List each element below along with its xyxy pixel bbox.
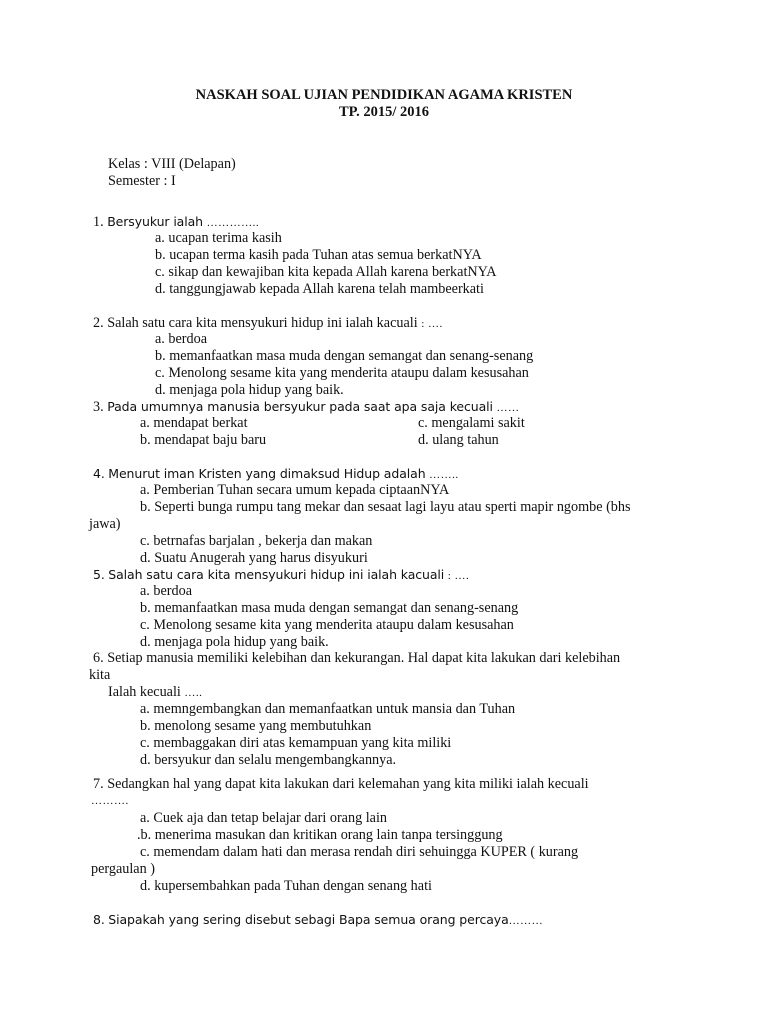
option-d: d. bersyukur dan selalu mengembangkannya.: [140, 752, 397, 768]
question-text: [93, 315, 443, 333]
option-d: d. menjaga pola hidup yang baik.: [140, 634, 329, 650]
option-c: c. sikap dan kewajiban kita kepada Allah karena berkatNYA: [155, 264, 497, 280]
option-a: a. mendapat berkat: [140, 415, 248, 431]
question-prompt: Pada umumnya manusia bersyukur pada saat apa saja kecuali: [107, 399, 493, 414]
document-title: NASKAH SOAL UJIAN PENDIDIKAN AGAMA KRISTEN: [195, 87, 573, 103]
option-a: a. berdoa: [140, 583, 192, 599]
question-text: [93, 650, 620, 667]
answer-blank: : ….: [447, 570, 470, 582]
option-d: d. kupersembahkan pada Tuhan dengan senang hati: [140, 878, 432, 894]
question-prompt: Siapakah yang sering disebut sebagi Bapa semua orang percaya: [108, 912, 509, 927]
question-prompt: Setiap manusia memiliki kelebihan dan kekurangan. Hal dapat kita lakukan dari kelebihan: [107, 650, 621, 666]
option-c: c. membaggakan diri atas kemampuan yang kita miliki: [140, 735, 452, 751]
option-b-continued: jawa): [89, 516, 121, 532]
question-prompt: Menurut iman Kristen yang dimaksud Hidup adalah: [108, 466, 426, 481]
class-info: Kelas : VIII (Delapan): [108, 156, 236, 172]
semester-info: Semester : I: [108, 173, 176, 189]
question-text: [93, 776, 589, 793]
question-number: 6.: [93, 650, 104, 666]
option-d: d. menjaga pola hidup yang baik.: [155, 382, 344, 398]
option-c-continued: pergaulan ): [91, 861, 155, 877]
option-d: d. tanggungjawab kepada Allah karena telah mambeerkati: [155, 281, 484, 297]
option-b: .b. menerima masukan dan kritikan orang lain tanpa tersinggung: [137, 827, 503, 843]
option-d: d. Suatu Anugerah yang harus disyukuri: [140, 550, 368, 566]
document-subtitle: TP. 2015/ 2016: [338, 104, 430, 120]
answer-blank: …………..: [206, 217, 260, 229]
question-prompt: Sedangkan hal yang dapat kita lakukan dari kelemahan yang kita miliki ialah kecuali: [107, 776, 589, 792]
option-b: b. memanfaatkan masa muda dengan semangat dan senang-senang: [140, 600, 519, 616]
option-a: a. Cuek aja dan tetap belajar dari orang lain: [140, 810, 387, 826]
question-number: 1.: [93, 214, 104, 230]
option-c: c. Menolong sesame kita yang menderita ataupu dalam kesusahan: [155, 365, 529, 381]
question-text: [93, 911, 543, 930]
question-number: 7.: [93, 776, 104, 792]
option-d: d. ulang tahun: [418, 432, 499, 448]
answer-blank: …..: [184, 687, 203, 699]
option-c: c. betrnafas barjalan , bekerja dan makan: [140, 533, 373, 549]
option-b: b. Seperti bunga rumpu tang mekar dan sesaat lagi layu atau sperti mapir ngombe (bhs: [140, 499, 631, 515]
option-c: c. mengalami sakit: [418, 415, 525, 431]
option-b: b. memanfaatkan masa muda dengan semangat dan senang-senang: [155, 348, 534, 364]
question-text-continued: kita: [89, 667, 111, 683]
answer-blank: ………: [508, 915, 544, 927]
answer-blank: : ….: [421, 318, 443, 330]
answer-blank: ……: [496, 402, 520, 414]
option-b: b. ucapan terma kasih pada Tuhan atas semua berkatNYA: [155, 247, 482, 263]
question-prompt: Salah satu cara kita mensyukuri hidup ini ialah kacuali: [107, 315, 418, 331]
option-b: b. menolong sesame yang membutuhkan: [140, 718, 372, 734]
question-number: 5.: [93, 567, 105, 582]
option-a: a. Pemberian Tuhan secara umum kepada ciptaanNYA: [140, 482, 450, 498]
option-b: b. mendapat baju baru: [140, 432, 267, 448]
option-c: c. Menolong sesame kita yang menderita ataupu dalam kesusahan: [140, 617, 514, 633]
answer-blank: ……….: [91, 795, 129, 807]
option-c: c. memendam dalam hati dan merasa rendah diri sehuingga KUPER ( kurang: [140, 844, 579, 860]
question-number: 3.: [93, 399, 104, 415]
option-a: a. ucapan terima kasih: [155, 230, 282, 246]
question-prompt: Bersyukur ialah: [107, 214, 204, 229]
answer-blank: ……..: [429, 469, 459, 481]
option-a: a. memngembangkan dan memanfaatkan untuk mansia dan Tuhan: [140, 701, 516, 717]
option-a: a. berdoa: [155, 331, 207, 347]
question-prompt: Salah satu cara kita mensyukuri hidup ini ialah kacuali: [108, 567, 445, 582]
question-number: 4.: [93, 466, 105, 481]
question-number: 8.: [93, 912, 105, 927]
question-text-continued-2: Ialah kecuali …..: [108, 684, 203, 700]
question-number: 2.: [93, 315, 104, 331]
